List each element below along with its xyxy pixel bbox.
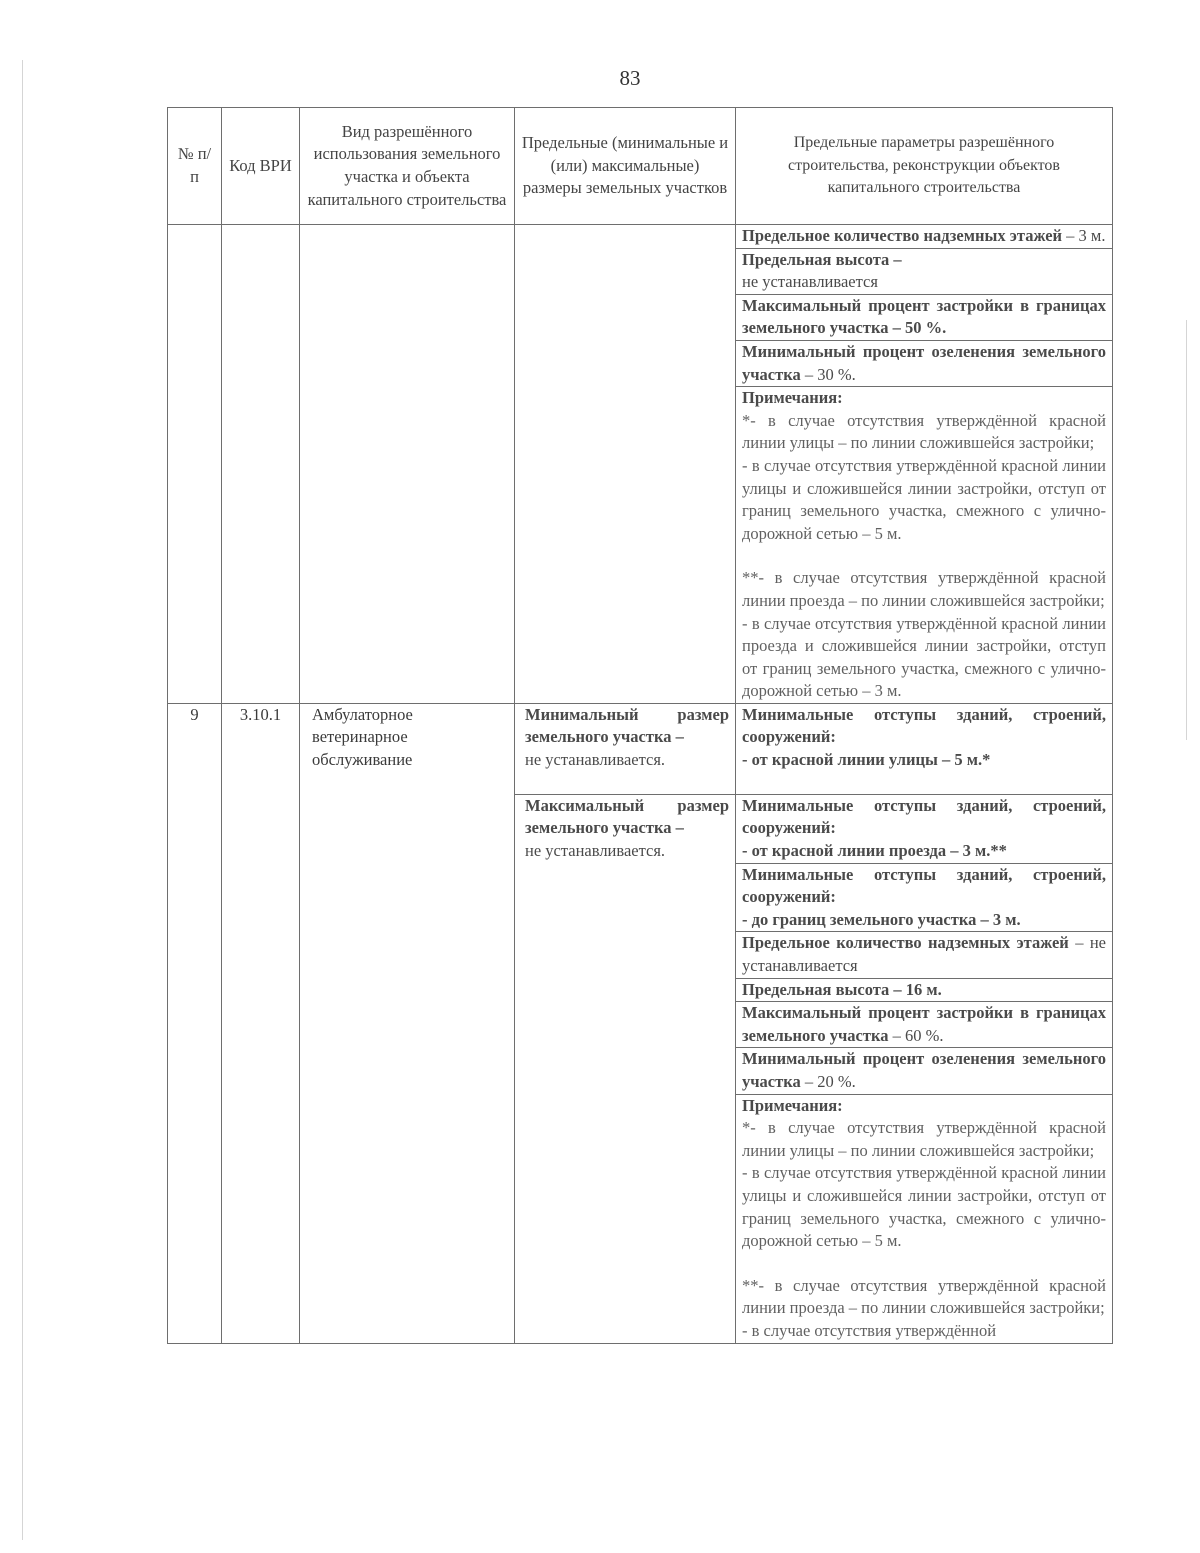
table-row [168,225,1113,249]
size-label: Максимальный размер земельного участка – [525,795,729,838]
param-value: – 30 %. [800,364,856,384]
param-value: – 60 %. [888,1025,944,1045]
param-label: Минимальный процент озеленения земельного участка [742,341,1106,384]
cont-use-cell [300,225,515,704]
param-label: Предельное количество надземных этажей [742,933,1069,953]
cont-height-param [736,248,1113,294]
row9-code: 3.10.1 [222,703,300,1343]
param-label: Минимальные отступы зданий, строений, сооружений: [742,704,1106,747]
param-value: - от красной линии проезда – 3 м.** [742,841,1007,861]
cont-floors-param [736,225,1113,249]
cont-size-cell [515,225,736,704]
scan-margin-line-right [1186,320,1187,740]
land-use-regulations-table [167,107,1113,1344]
row9-setback-border [736,863,1113,932]
param-label: Максимальный процент застройки в границах земельного участка [742,1003,1106,1045]
param-value: – 20 %. [800,1072,856,1091]
param-label: Минимальный процент озеленения земельного участка [742,1049,1106,1091]
param-value: – 16 м. [889,979,942,999]
cont-max-build-param [736,294,1113,340]
param-label: Предельная высота – [742,249,902,269]
row9-setback-street [736,703,1113,794]
size-value: не устанавливается. [525,841,666,861]
notes-title: Примечания: [742,1095,843,1115]
note-passage-2: - в случае отсутствия утверждённой красной линии проезда и сложившейся линии застройки, отступ от границ земельного участка, смежного с улично-дорожной сетью – 3 м. [742,613,1106,701]
note-street-2: - в случае отсутствия утверждённой красной линии улицы и сложившейся линии застройки, отступ от границ земельного участка, смежного с улично-дорожной сетью – 5 м. [742,1163,1106,1251]
note-street-2: - в случае отсутствия утверждённой красной линии улицы и сложившейся линии застройки, отступ от границ земельного участка, смежного с улично-дорожной сетью – 5 м. [742,455,1106,543]
param-label: Минимальные отступы зданий, строений, сооружений: [742,864,1106,907]
note-spacer [742,545,1106,567]
param-value: не устанавливается [742,272,878,292]
size-label: Минимальный размер земельного участка – [525,704,729,747]
param-label: Максимальный процент застройки в границах земельного участка – 50 %. [742,295,1106,338]
note-spacer [742,1253,1106,1275]
row9-min-size [515,703,736,794]
header-plot-sizes: Предельные (минимальные и (или) максимальные) размеры земельных участков [515,108,736,225]
cont-notes [736,387,1113,704]
row9-notes [736,1094,1113,1343]
cont-min-green-param [736,340,1113,386]
row9-permitted-use: Амбулаторное ветеринарное обслуживание [300,703,515,1343]
header-code: Код ВРИ [222,108,300,225]
note-street-1: *- в случае отсутствия утверждённой красной линии улицы – по линии сложившейся застройки; [742,1118,1106,1160]
size-value: не устанавливается. [525,750,666,770]
page-number: 83 [619,66,641,90]
row9-number: 9 [168,703,222,1343]
param-value: - от красной линии улицы – 5 м.* [742,750,991,770]
row9-max-size [515,794,736,1343]
note-passage-1: **- в случае отсутствия утверждённой красной линии проезда – по линии сложившейся застройки; [742,568,1106,610]
row9-setback-passage [736,794,1113,863]
param-value: - до границ земельного участка – 3 м. [742,909,1021,929]
note-passage-2: - в случае отсутствия утверждённой [742,1320,997,1340]
param-value: – 3 м. [1062,226,1106,245]
row9-min-green-param [736,1048,1113,1094]
notes-title: Примечания: [742,388,843,408]
header-construction-parameters: Предельные параметры разрешённого строительства, реконструкции объектов капитального строительства [736,108,1113,225]
header-number: № п/п [168,108,222,225]
param-label: Предельное количество надземных этажей [742,226,1063,245]
cont-number-cell [168,225,222,704]
row9-height-param [736,978,1113,1002]
table-header-row [168,108,1113,225]
scan-margin-line-left [22,60,23,1540]
row9-max-build-param [736,1002,1113,1048]
param-label: Предельная высота [742,979,890,999]
note-street-1: *- в случае отсутствия утверждённой красной линии улицы – по линии сложившейся застройки; [742,410,1106,453]
note-passage-1: **- в случае отсутствия утверждённой красной линии проезда – по линии сложившейся застройки; [742,1275,1106,1318]
param-value: – не устанавливается [742,933,1106,976]
param-label: Минимальные отступы зданий, строений, сооружений: [742,795,1106,838]
header-permitted-use: Вид разрешённого использования земельного участка и объекта капитального строительства [300,108,515,225]
row9-floors-param [736,932,1113,978]
table-row [168,703,1113,794]
cont-code-cell [222,225,300,704]
